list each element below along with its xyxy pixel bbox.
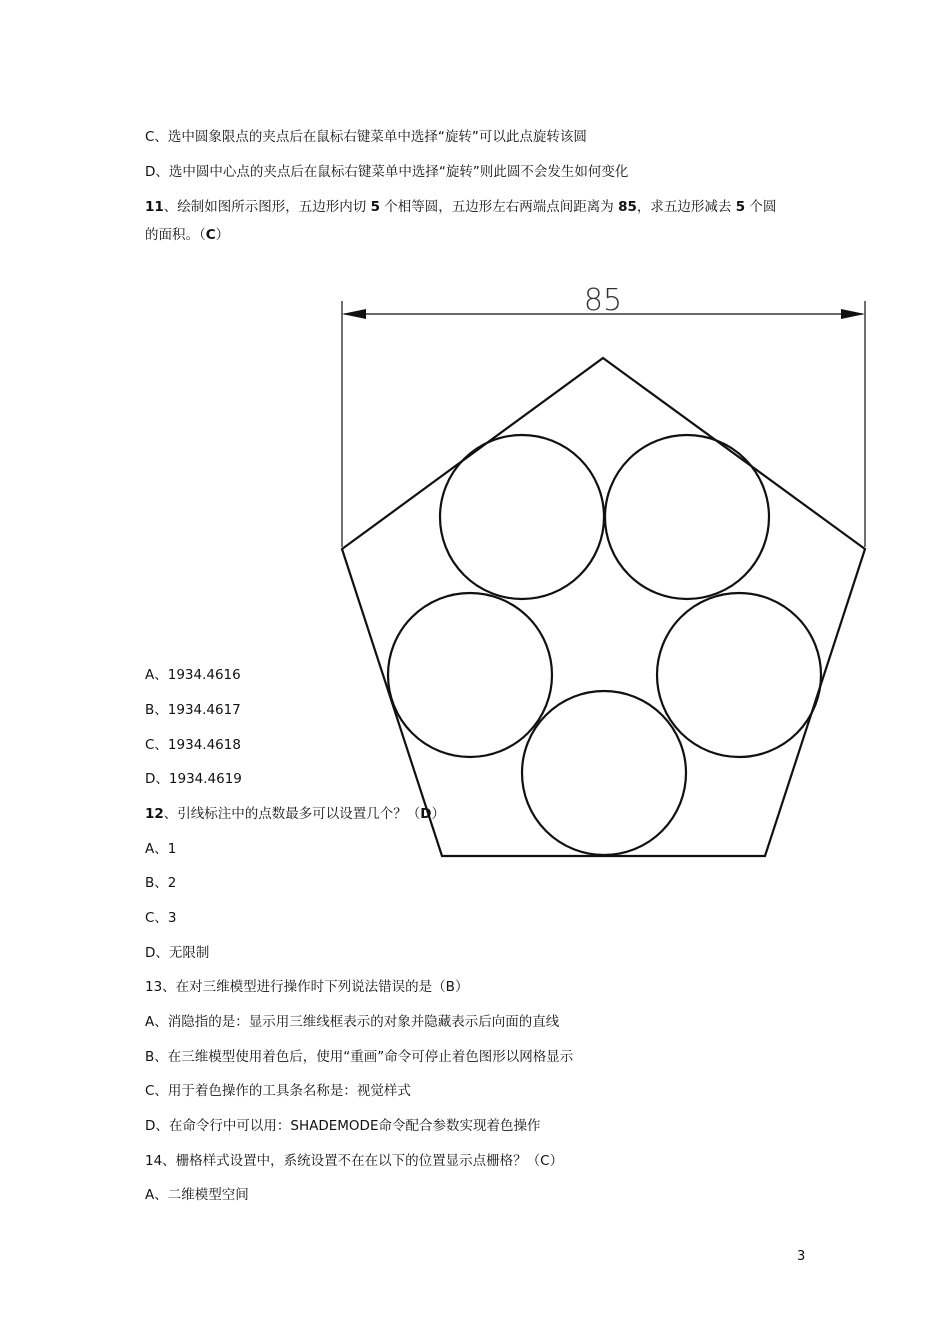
q11-option-a: A、1934.4616	[145, 667, 241, 683]
circle-top-left	[440, 435, 604, 599]
q11-answer: C	[205, 227, 216, 243]
q11-text-4: 个圆	[749, 199, 777, 215]
q14-question: 14、栅格样式设置中，系统设置不在在以下的位置显示点栅格？（C）	[145, 1153, 564, 1169]
dimension-arrow-right	[841, 309, 865, 319]
circle-middle-right	[657, 593, 821, 757]
q12-question	[145, 805, 445, 823]
q12-option-c: C、3	[145, 910, 177, 926]
page-number: 3	[797, 1249, 806, 1264]
q11-question-line2	[145, 226, 229, 244]
q11-number: 11	[145, 199, 164, 215]
q13-option-c: C、用于着色操作的工具条名称是：视觉样式	[145, 1083, 411, 1099]
q13-option-b: B、在三维模型使用着色后，使用“重画”命令可停止着色图形以网格显示	[145, 1049, 574, 1065]
q12-text: 、引线标注中的点数最多可以设置几个？（	[163, 806, 421, 822]
q11-text-6: ）	[215, 227, 230, 243]
q13-option-a: A、消隐指的是：显示用三维线框表示的对象并隐藏表示后向面的直线	[145, 1014, 560, 1030]
circle-bottom	[522, 691, 686, 855]
q12-answer: D	[420, 806, 432, 822]
q12-option-a: A、1	[145, 841, 177, 857]
q10-option-c: C、选中圆象限点的夹点后在鼠标右键菜单中选择“旋转”可以此点旋转该圆	[145, 129, 587, 145]
q11-circle-count-2: 5	[735, 199, 746, 215]
q11-distance: 85	[618, 199, 637, 215]
q11-text-5: 的面积。（	[145, 227, 206, 243]
circle-top-right	[605, 435, 769, 599]
q12-option-b: B、2	[145, 875, 177, 891]
q13-option-d: D、在命令行中可以用：SHADEMODE命令配合参数实现着色操作	[145, 1118, 541, 1134]
q10-option-d: D、选中圆中心点的夹点后在鼠标右键菜单中选择“旋转”则此圆不会发生如何变化	[145, 164, 629, 180]
q11-text-2: 个相等圆，五边形左右两端点间距离为	[384, 199, 614, 215]
dimension-arrow-left	[342, 309, 366, 319]
q12-number: 12	[145, 806, 164, 822]
q11-option-b: B、1934.4617	[145, 702, 241, 718]
pentagon-circles-figure	[330, 275, 880, 865]
q14-option-a: A、二维模型空间	[145, 1187, 249, 1203]
q11-text-1: 、绘制如图所示图形，五边形内切	[163, 199, 367, 215]
q11-text-3: ，求五边形减去	[636, 199, 732, 215]
q12-option-d: D、无限制	[145, 945, 210, 961]
circle-middle-left	[388, 593, 552, 757]
q12-close: ）	[431, 806, 446, 822]
q11-option-d: D、1934.4619	[145, 771, 242, 787]
q13-question: 13、在对三维模型进行操作时下列说法错误的是（B）	[145, 979, 469, 995]
q11-circle-count: 5	[370, 199, 380, 215]
q11-question-line1	[145, 198, 776, 216]
q11-option-c: C、1934.4618	[145, 737, 241, 753]
dimension-label: 85	[583, 283, 623, 318]
